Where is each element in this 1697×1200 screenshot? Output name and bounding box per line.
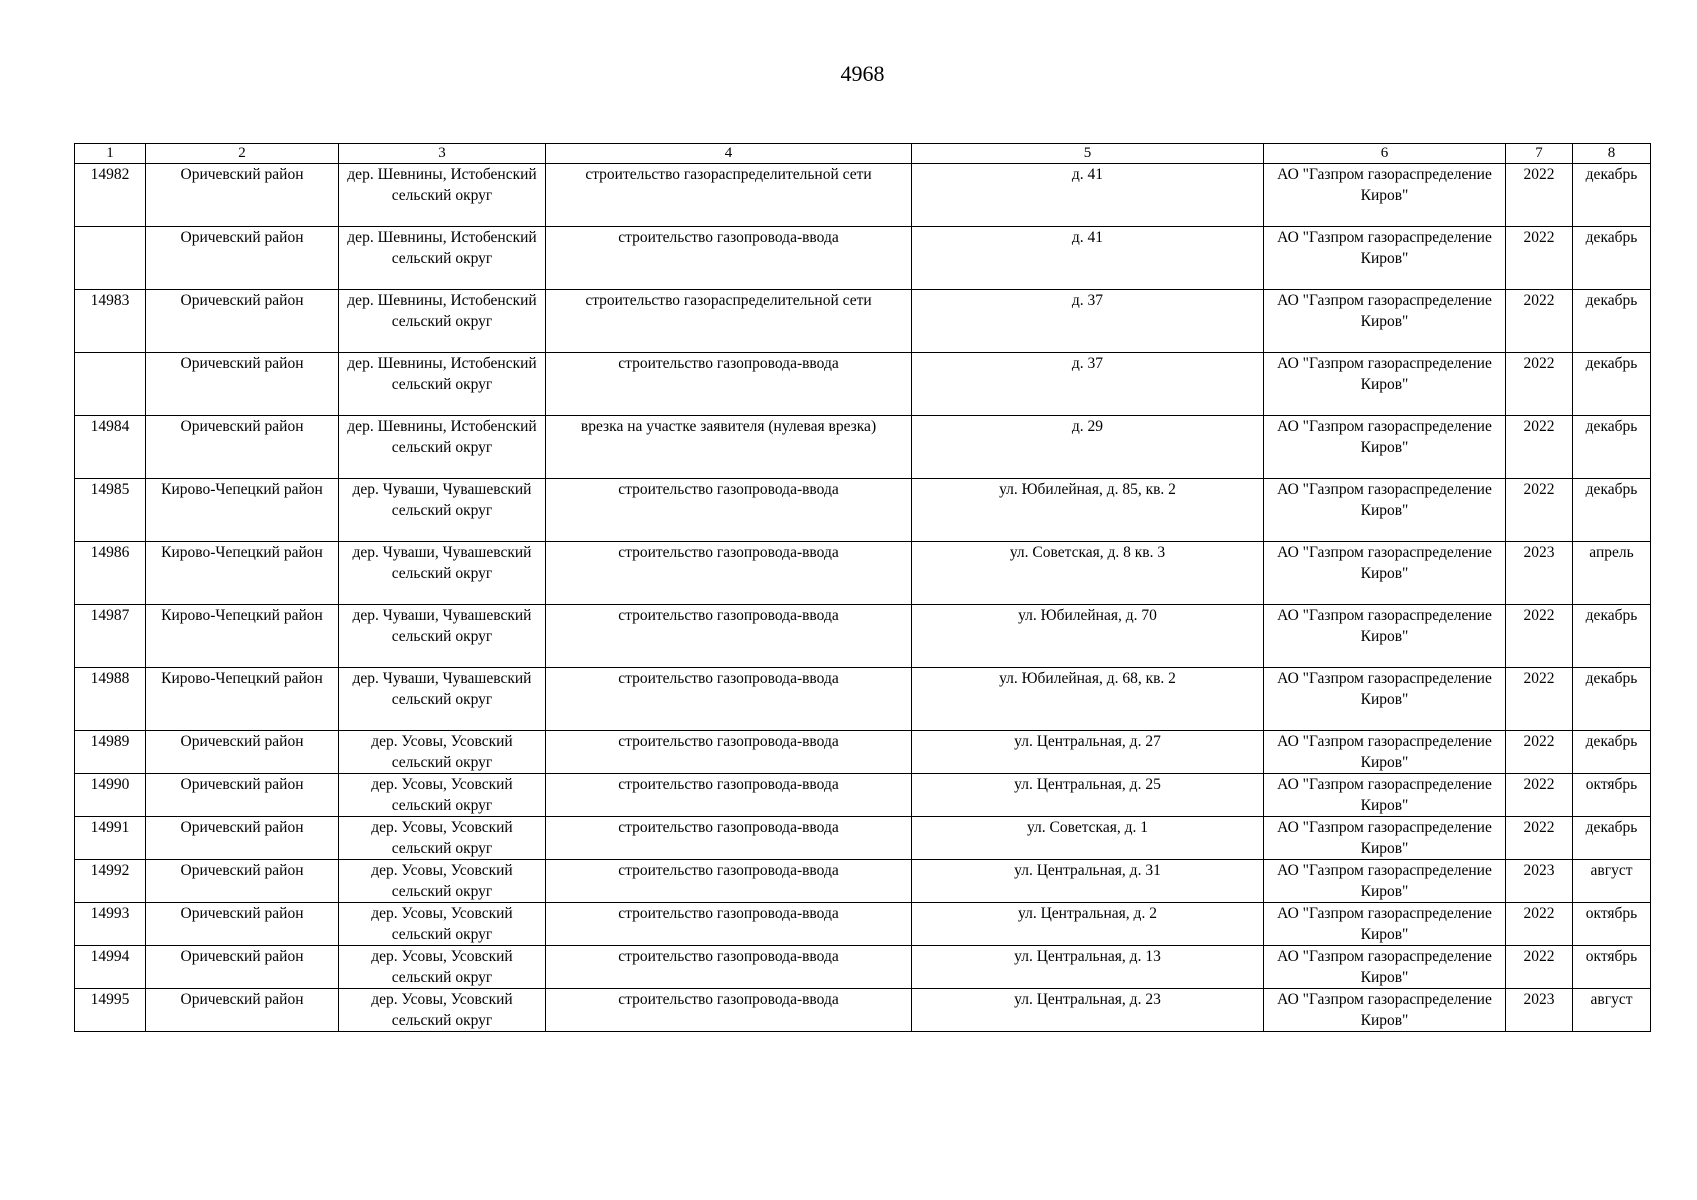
address-cell: ул. Юбилейная, д. 70 (912, 605, 1264, 668)
table-row (75, 164, 1651, 227)
row-number (75, 227, 146, 290)
address-cell: ул. Центральная, д. 23 (912, 989, 1264, 1032)
address-cell: ул. Юбилейная, д. 68, кв. 2 (912, 668, 1264, 731)
row-number: 14995 (75, 989, 146, 1032)
address-cell: д. 29 (912, 416, 1264, 479)
month-cell: октябрь (1573, 903, 1651, 946)
table-row (75, 605, 1651, 668)
organization-cell: АО "Газпром газораспределение Киров" (1264, 817, 1506, 860)
district-cell: Оричевский район (146, 290, 339, 353)
table-row (75, 774, 1651, 817)
organization-cell: АО "Газпром газораспределение Киров" (1264, 227, 1506, 290)
settlement-cell: дер. Чуваши, Чувашевский сельский округ (339, 479, 546, 542)
organization-cell: АО "Газпром газораспределение Киров" (1264, 989, 1506, 1032)
work-type-cell: строительство газопровода-ввода (546, 227, 912, 290)
settlement-cell: дер. Чуваши, Чувашевский сельский округ (339, 668, 546, 731)
table-row (75, 290, 1651, 353)
month-cell: декабрь (1573, 227, 1651, 290)
table-row (75, 353, 1651, 416)
year-cell: 2022 (1506, 605, 1573, 668)
row-number: 14994 (75, 946, 146, 989)
district-cell: Оричевский район (146, 817, 339, 860)
month-cell: октябрь (1573, 774, 1651, 817)
district-cell: Оричевский район (146, 164, 339, 227)
row-number: 14992 (75, 860, 146, 903)
settlement-cell: дер. Усовы, Усовский сельский округ (339, 774, 546, 817)
work-type-cell: строительство газопровода-ввода (546, 668, 912, 731)
work-type-cell: строительство газопровода-ввода (546, 860, 912, 903)
year-cell: 2022 (1506, 903, 1573, 946)
district-cell: Кирово-Чепецкий район (146, 479, 339, 542)
table-row (75, 989, 1651, 1032)
row-number: 14985 (75, 479, 146, 542)
row-number: 14990 (75, 774, 146, 817)
settlement-cell: дер. Чуваши, Чувашевский сельский округ (339, 542, 546, 605)
organization-cell: АО "Газпром газораспределение Киров" (1264, 731, 1506, 774)
col-header-4: 4 (546, 144, 912, 164)
work-type-cell: строительство газопровода-ввода (546, 946, 912, 989)
year-cell: 2022 (1506, 668, 1573, 731)
year-cell: 2023 (1506, 860, 1573, 903)
work-type-cell: строительство газопровода-ввода (546, 817, 912, 860)
work-type-cell: строительство газопровода-ввода (546, 542, 912, 605)
year-cell: 2023 (1506, 989, 1573, 1032)
year-cell: 2022 (1506, 353, 1573, 416)
settlement-cell: дер. Усовы, Усовский сельский округ (339, 946, 546, 989)
row-number: 14988 (75, 668, 146, 731)
work-type-cell: врезка на участке заявителя (нулевая врезка) (546, 416, 912, 479)
header-row (75, 144, 1651, 164)
table-row (75, 542, 1651, 605)
month-cell: август (1573, 860, 1651, 903)
settlement-cell: дер. Усовы, Усовский сельский округ (339, 817, 546, 860)
table-row (75, 668, 1651, 731)
organization-cell: АО "Газпром газораспределение Киров" (1264, 946, 1506, 989)
row-number (75, 353, 146, 416)
district-cell: Оричевский район (146, 774, 339, 817)
organization-cell: АО "Газпром газораспределение Киров" (1264, 668, 1506, 731)
district-cell: Оричевский район (146, 353, 339, 416)
year-cell: 2022 (1506, 817, 1573, 860)
address-cell: ул. Юбилейная, д. 85, кв. 2 (912, 479, 1264, 542)
settlement-cell: дер. Усовы, Усовский сельский округ (339, 860, 546, 903)
year-cell: 2022 (1506, 227, 1573, 290)
year-cell: 2022 (1506, 416, 1573, 479)
work-type-cell: строительство газораспределительной сети (546, 164, 912, 227)
district-cell: Оричевский район (146, 903, 339, 946)
month-cell: декабрь (1573, 731, 1651, 774)
col-header-8: 8 (1573, 144, 1651, 164)
col-header-7: 7 (1506, 144, 1573, 164)
address-cell: ул. Советская, д. 1 (912, 817, 1264, 860)
district-cell: Оричевский район (146, 227, 339, 290)
organization-cell: АО "Газпром газораспределение Киров" (1264, 542, 1506, 605)
address-cell: д. 37 (912, 290, 1264, 353)
settlement-cell: дер. Шевнины, Истобенский сельский округ (339, 290, 546, 353)
settlement-cell: дер. Чуваши, Чувашевский сельский округ (339, 605, 546, 668)
address-cell: ул. Центральная, д. 25 (912, 774, 1264, 817)
organization-cell: АО "Газпром газораспределение Киров" (1264, 164, 1506, 227)
year-cell: 2022 (1506, 164, 1573, 227)
year-cell: 2022 (1506, 479, 1573, 542)
month-cell: октябрь (1573, 946, 1651, 989)
district-cell: Оричевский район (146, 860, 339, 903)
month-cell: декабрь (1573, 290, 1651, 353)
district-cell: Оричевский район (146, 416, 339, 479)
row-number: 14983 (75, 290, 146, 353)
district-cell: Оричевский район (146, 989, 339, 1032)
table-body (75, 164, 1651, 1032)
settlement-cell: дер. Шевнины, Истобенский сельский округ (339, 227, 546, 290)
table-row (75, 731, 1651, 774)
address-cell: ул. Центральная, д. 31 (912, 860, 1264, 903)
work-type-cell: строительство газопровода-ввода (546, 353, 912, 416)
address-cell: д. 41 (912, 164, 1264, 227)
col-header-5: 5 (912, 144, 1264, 164)
table-row (75, 479, 1651, 542)
work-type-cell: строительство газопровода-ввода (546, 731, 912, 774)
month-cell: декабрь (1573, 353, 1651, 416)
row-number: 14987 (75, 605, 146, 668)
settlement-cell: дер. Усовы, Усовский сельский округ (339, 903, 546, 946)
organization-cell: АО "Газпром газораспределение Киров" (1264, 479, 1506, 542)
organization-cell: АО "Газпром газораспределение Киров" (1264, 903, 1506, 946)
table-row (75, 227, 1651, 290)
row-number: 14984 (75, 416, 146, 479)
col-header-6: 6 (1264, 144, 1506, 164)
year-cell: 2023 (1506, 542, 1573, 605)
district-cell: Кирово-Чепецкий район (146, 542, 339, 605)
row-number: 14991 (75, 817, 146, 860)
month-cell: декабрь (1573, 416, 1651, 479)
table-row (75, 416, 1651, 479)
gas-connection-table (74, 143, 1651, 1032)
work-type-cell: строительство газопровода-ввода (546, 903, 912, 946)
organization-cell: АО "Газпром газораспределение Киров" (1264, 605, 1506, 668)
settlement-cell: дер. Шевнины, Истобенский сельский округ (339, 416, 546, 479)
month-cell: апрель (1573, 542, 1651, 605)
organization-cell: АО "Газпром газораспределение Киров" (1264, 416, 1506, 479)
district-cell: Кирово-Чепецкий район (146, 605, 339, 668)
district-cell: Кирово-Чепецкий район (146, 668, 339, 731)
month-cell: декабрь (1573, 668, 1651, 731)
row-number: 14986 (75, 542, 146, 605)
address-cell: д. 37 (912, 353, 1264, 416)
organization-cell: АО "Газпром газораспределение Киров" (1264, 774, 1506, 817)
table-row (75, 817, 1651, 860)
table-row (75, 903, 1651, 946)
row-number: 14989 (75, 731, 146, 774)
address-cell: д. 41 (912, 227, 1264, 290)
month-cell: декабрь (1573, 164, 1651, 227)
organization-cell: АО "Газпром газораспределение Киров" (1264, 290, 1506, 353)
organization-cell: АО "Газпром газораспределение Киров" (1264, 353, 1506, 416)
address-cell: ул. Центральная, д. 2 (912, 903, 1264, 946)
month-cell: декабрь (1573, 479, 1651, 542)
work-type-cell: строительство газопровода-ввода (546, 479, 912, 542)
month-cell: декабрь (1573, 605, 1651, 668)
work-type-cell: строительство газопровода-ввода (546, 989, 912, 1032)
work-type-cell: строительство газораспределительной сети (546, 290, 912, 353)
year-cell: 2022 (1506, 290, 1573, 353)
settlement-cell: дер. Шевнины, Истобенский сельский округ (339, 353, 546, 416)
col-header-2: 2 (146, 144, 339, 164)
settlement-cell: дер. Усовы, Усовский сельский округ (339, 989, 546, 1032)
work-type-cell: строительство газопровода-ввода (546, 605, 912, 668)
row-number: 14993 (75, 903, 146, 946)
table-row (75, 860, 1651, 903)
col-header-1: 1 (75, 144, 146, 164)
address-cell: ул. Центральная, д. 13 (912, 946, 1264, 989)
page-number: 4968 (840, 61, 885, 86)
work-type-cell: строительство газопровода-ввода (546, 774, 912, 817)
year-cell: 2022 (1506, 946, 1573, 989)
month-cell: август (1573, 989, 1651, 1032)
row-number: 14982 (75, 164, 146, 227)
col-header-3: 3 (339, 144, 546, 164)
address-cell: ул. Центральная, д. 27 (912, 731, 1264, 774)
year-cell: 2022 (1506, 774, 1573, 817)
year-cell: 2022 (1506, 731, 1573, 774)
address-cell: ул. Советская, д. 8 кв. 3 (912, 542, 1264, 605)
settlement-cell: дер. Шевнины, Истобенский сельский округ (339, 164, 546, 227)
month-cell: декабрь (1573, 817, 1651, 860)
district-cell: Оричевский район (146, 946, 339, 989)
organization-cell: АО "Газпром газораспределение Киров" (1264, 860, 1506, 903)
table-row (75, 946, 1651, 989)
settlement-cell: дер. Усовы, Усовский сельский округ (339, 731, 546, 774)
district-cell: Оричевский район (146, 731, 339, 774)
